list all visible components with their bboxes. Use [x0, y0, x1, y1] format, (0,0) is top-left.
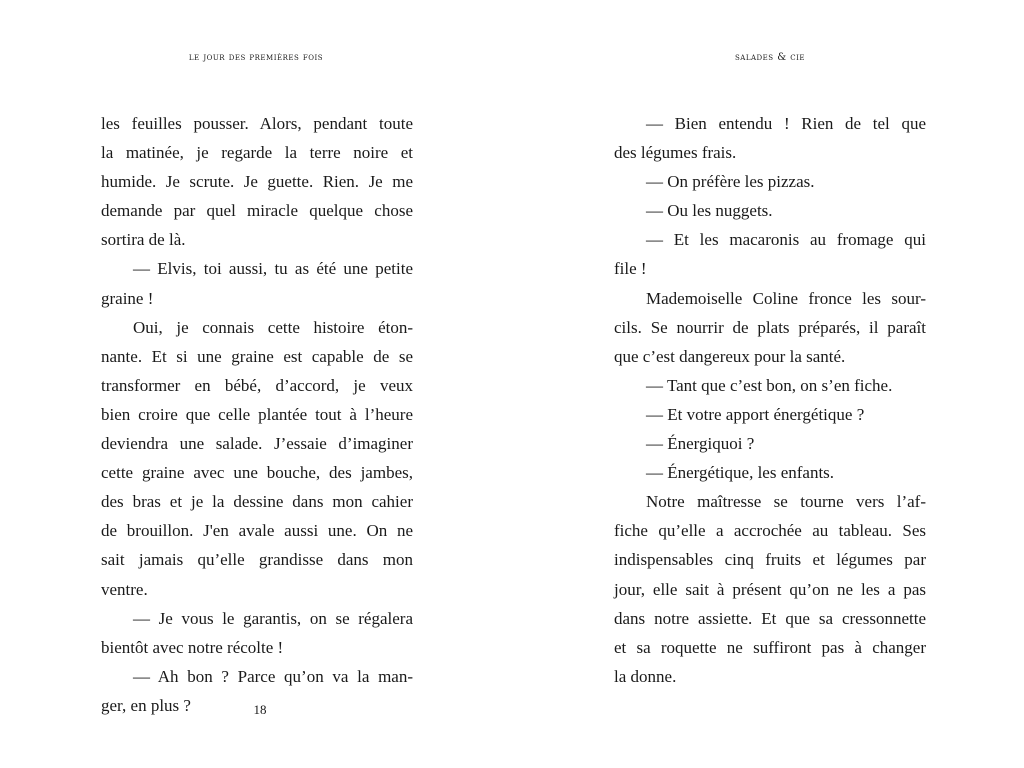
text-line: ger, en plus ? [101, 695, 191, 715]
text-line: les feuilles pousser. Alors, pendant toute [101, 114, 413, 133]
text-line: dans notre assiette. Et que sa cressonnette [614, 608, 926, 628]
text-line: indispensables cinq fruits et légumes par [614, 550, 926, 570]
text-line: et sa roquette ne suffiront pas à changer [614, 637, 926, 657]
text-line: graine ! [101, 288, 154, 308]
text-line: file ! [614, 259, 647, 279]
text-line: — Énergétique, les enfants. [646, 463, 835, 483]
text-line: la donne. [614, 666, 677, 686]
text-line: sait jamais qu’elle grandisse dans mon [101, 550, 413, 570]
text-line: que c’est dangereux pour la santé. [614, 346, 846, 366]
running-head-right: salades & cie [734, 52, 806, 63]
text-line: Mademoiselle Coline fronce les sour- [646, 288, 926, 308]
text-line: sortira de là. [101, 230, 186, 250]
text-line: — On préfère les pizzas. [646, 172, 815, 192]
text-line: bien croire que celle plantée tout à l’heure [101, 404, 413, 424]
text-line: jour, elle sait à présent qu’on ne les a pas [614, 579, 926, 599]
text-line: la matinée, je regarde la terre noire et [101, 143, 413, 163]
text-line: — Et les macaronis au fromage qui [646, 230, 926, 250]
text-line: Notre maîtresse se tourne vers l’af- [646, 492, 926, 512]
text-line: demande par quel miracle quelque chose [101, 201, 413, 221]
text-line: humide. Je scrute. Je guette. Rien. Je me [101, 172, 413, 192]
right-text-block [614, 109, 926, 691]
text-line: cette graine avec une bouche, des jambes, [101, 463, 413, 483]
text-line: — Elvis, toi aussi, tu as été une petite [133, 259, 413, 279]
text-line: — Bien entendu ! Rien de tel que [646, 114, 926, 133]
text-line: transformer en bébé, d’accord, je veux [101, 375, 413, 395]
text-line: — Je vous le garantis, on se régalera [133, 608, 413, 628]
text-line: — Énergiquoi ? [646, 434, 755, 454]
right-page [512, 0, 1024, 768]
text-line: deviendra une salade. J’essaie d’imaginer [101, 434, 413, 454]
left-text-block [101, 109, 413, 720]
text-line: — Et votre apport énergétique ? [646, 404, 865, 424]
text-line: bientôt avec notre récolte ! [101, 637, 284, 657]
text-line: cils. Se nourrir de plats préparés, il paraît [614, 317, 926, 337]
running-head-left: le jour des premières fois [188, 52, 324, 63]
text-line: nante. Et si une graine est capable de se [101, 346, 413, 366]
text-line: — Ou les nuggets. [646, 201, 773, 221]
text-line: de brouillon. J'en avale aussi une. On ne [101, 521, 413, 541]
text-line: des légumes frais. [614, 143, 737, 163]
text-line: fiche qu’elle a accrochée au tableau. Ses [614, 521, 926, 541]
text-line: ventre. [101, 579, 148, 599]
text-line: — Tant que c’est bon, on s’en fiche. [646, 375, 893, 395]
page-number: 18 [253, 702, 267, 717]
text-line: Oui, je connais cette histoire éton- [133, 317, 413, 337]
text-line: des bras et je la dessine dans mon cahier [101, 492, 413, 512]
text-line: — Ah bon ? Parce qu’on va la man- [133, 666, 413, 686]
